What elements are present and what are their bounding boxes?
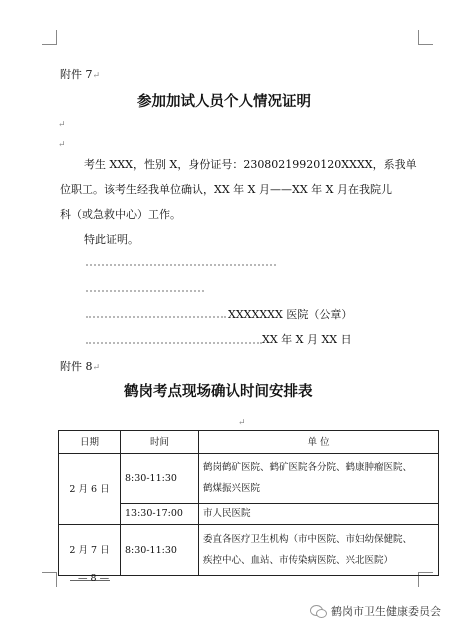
- cell-units: [199, 525, 439, 576]
- date-leader: [86, 342, 262, 344]
- crop-mark-top-left: [42, 30, 57, 45]
- signature-leader: [86, 316, 226, 318]
- wechat-icon: [310, 603, 326, 619]
- header-unit: 单 位: [199, 431, 439, 454]
- attachment7-para1-line1: 考生 XXX，性别 X，身份证号：23080219920120XXXX，系我单: [84, 158, 417, 171]
- cell-units: [199, 454, 439, 504]
- unit-line: 市人民医院: [203, 508, 251, 520]
- cell-date: 2 月 6 日: [59, 454, 121, 525]
- attachment7-date: XX 年 X 月 XX 日: [262, 333, 352, 346]
- attachment7-label: 附件 7↵: [60, 68, 101, 81]
- cell-units: [199, 503, 439, 524]
- attachment8-label: 附件 8↵: [60, 360, 101, 373]
- unit-line: 鹤煤振兴医院: [203, 483, 261, 495]
- paragraph-mark: ↵: [58, 140, 66, 150]
- unit-line: 疾控中心、血站、市传染病医院、兴北医院）: [203, 555, 394, 566]
- attachment8-title: 鹤岗考点现场确认时间安排表: [124, 384, 313, 400]
- attachment7-para1-line2: 位职工。该考生经我单位确认，XX 年 X 月——XX 年 X 月在我院儿: [60, 183, 392, 196]
- table-row: [59, 525, 439, 576]
- attachment7-para2: 特此证明。: [84, 233, 139, 246]
- blank-line: [86, 264, 276, 266]
- table-header-row: [59, 431, 439, 454]
- watermark: [310, 603, 441, 619]
- blank-line: [86, 290, 204, 292]
- schedule-table: [58, 430, 439, 576]
- header-time: 时间: [121, 431, 199, 454]
- paragraph-mark: ↵: [238, 418, 246, 428]
- paragraph-mark: ↵: [58, 120, 66, 130]
- cell-time: 8:30-11:30: [121, 525, 199, 576]
- header-date: 日期: [59, 431, 121, 454]
- attachment7-signature: XXXXXXX 医院（公章）: [228, 308, 353, 321]
- table-row: [59, 454, 439, 504]
- unit-line: 鹤岗鹤矿医院、鹤矿医院各分院、鹤康肿瘤医院、: [203, 462, 413, 474]
- cell-time: 8:30-11:30: [121, 454, 199, 504]
- crop-mark-top-right: [418, 30, 433, 45]
- watermark-text: 鹤岗市卫生健康委员会: [331, 605, 441, 618]
- cell-date: 2 月 7 日: [59, 525, 121, 576]
- crop-mark-bottom-left: [42, 572, 57, 587]
- page-number: — 8 —: [78, 573, 110, 584]
- attachment7-title: 参加加试人员个人情况证明: [137, 93, 311, 110]
- unit-line: 委直各医疗卫生机构（市中医院、市妇幼保健院、: [203, 534, 413, 545]
- cell-time: 13:30-17:00: [121, 503, 199, 524]
- attachment7-para1-line3: 科（或急救中心）工作。: [60, 208, 181, 221]
